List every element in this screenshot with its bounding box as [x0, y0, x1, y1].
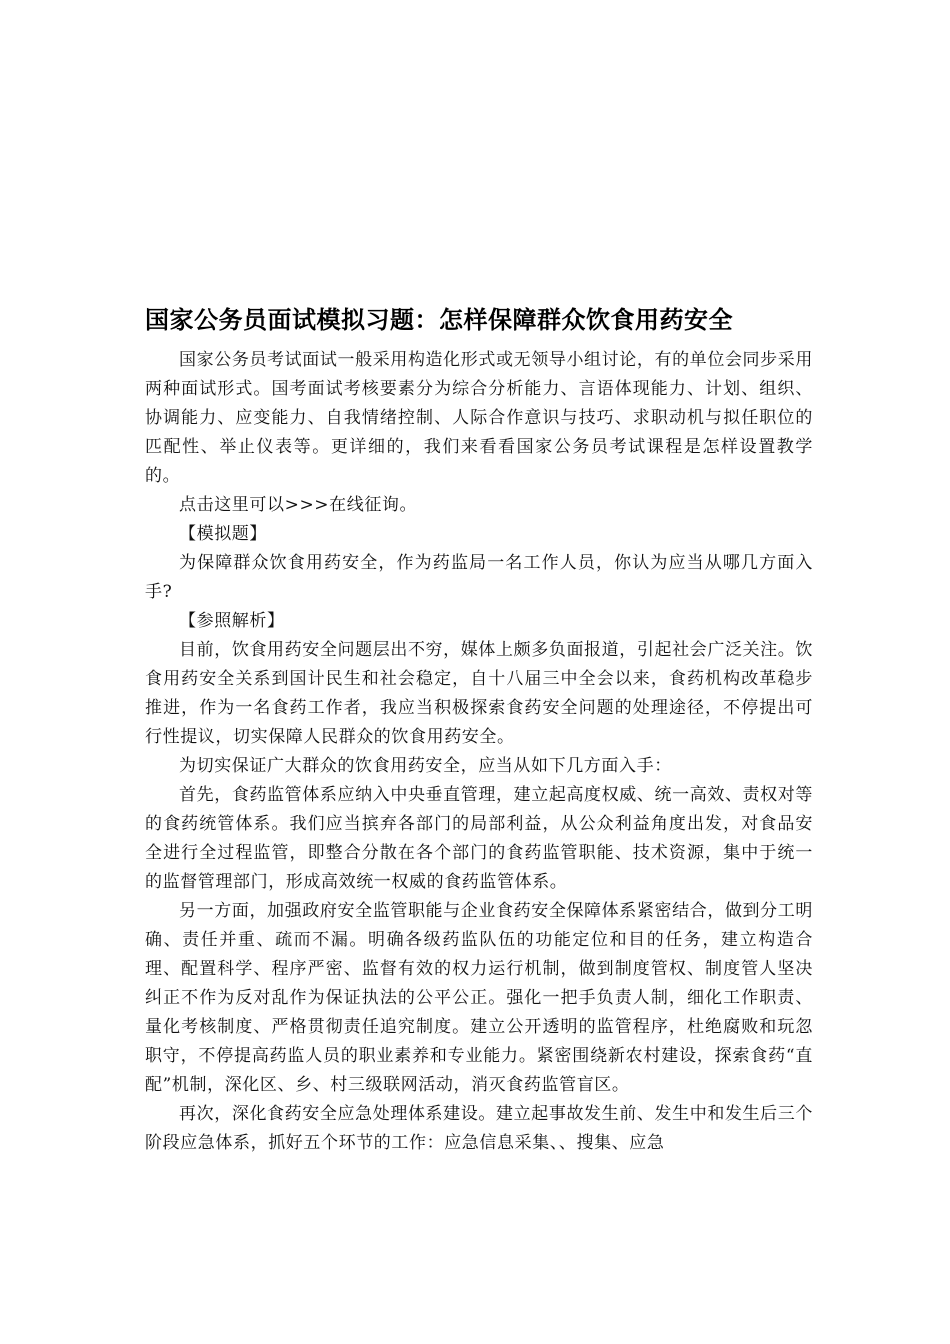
consult-link-paragraph: [145, 491, 813, 520]
answer-paragraph-4: 另一方面，加强政府安全监管职能与企业食药安全保障体系紧密结合，做到分工明确、责任并重、疏而不漏。明确各级药监队伍的功能定位和目的任务，建立构造合理、配置科学、程序严密、监督有效的权力运行机制，做到制度管权、制度管人坚决纠正不作为反对乱作为保证执法的公平公正。强化一把手负责人制，细化工作职责、量化考核制度、严格贯彻责任追究制度。建立公开透明的监管程序，杜绝腐败和玩忽职守，不停提高药监人员的职业素养和专业能力。紧密围绕新农村建设，探索食药“直配”机制，深化区、乡、村三级联网活动，消灭食药监管盲区。: [145, 901, 813, 1095]
answer-paragraph-2: 为切实保证广大群众的饮食用药安全，应当从如下几方面入手：: [179, 756, 672, 776]
answer-paragraph-3: 首先，食药监管体系应纳入中央垂直管理，建立起高度权威、统一高效、责权对等的食药统管体系。我们应当摈弃各部门的局部利益，从公众利益角度出发，对食品安全进行全过程监管，即整合分散在各个部门的食药监管职能、技术资源，集中于统一的监督管理部门，形成高效统一权威的食药监管体系。: [145, 785, 813, 892]
document-page: [145, 300, 813, 1158]
answer-paragraph-5: 再次，深化食药安全应急处理体系建设。建立起事故发生前、发生中和发生后三个阶段应急体系，抓好五个环节的工作：应急信息采集、、搜集、应急: [145, 1104, 813, 1153]
question-section-heading: 【模拟题】: [179, 524, 267, 544]
question-paragraph: 为保障群众饮食用药安全，作为药监局一名工作人员，你认为应当从哪几方面入手?: [145, 553, 813, 602]
consult-link[interactable]: 点击这里可以>>>在线征询。: [179, 495, 418, 515]
intro-paragraph: 国家公务员考试面试一般采用构造化形式或无领导小组讨论，有的单位会同步采用两种面试形式。国考面试考核要素分为综合分析能力、言语体现能力、计划、组织、协调能力、应变能力、自我情绪控制、人际合作意识与技巧、求职动机与拟任职位的匹配性、举止仪表等。更详细的，我们来看看国家公务员考试课程是怎样设置教学的。: [145, 350, 813, 486]
answer-section-heading: 【参照解析】: [179, 611, 285, 631]
document-title: 国家公务员面试模拟习题：怎样保障群众饮食用药安全: [145, 306, 733, 334]
answer-paragraph-1: 目前，饮食用药安全问题层出不穷，媒体上颇多负面报道，引起社会广泛关注。饮食用药安全关系到国计民生和社会稳定，自十八届三中全会以来，食药机构改革稳步推进，作为一名食药工作者，我应当积极探索食药安全问题的处理途径，不停提出可行性提议，切实保障人民群众的饮食用药安全。: [145, 640, 813, 747]
